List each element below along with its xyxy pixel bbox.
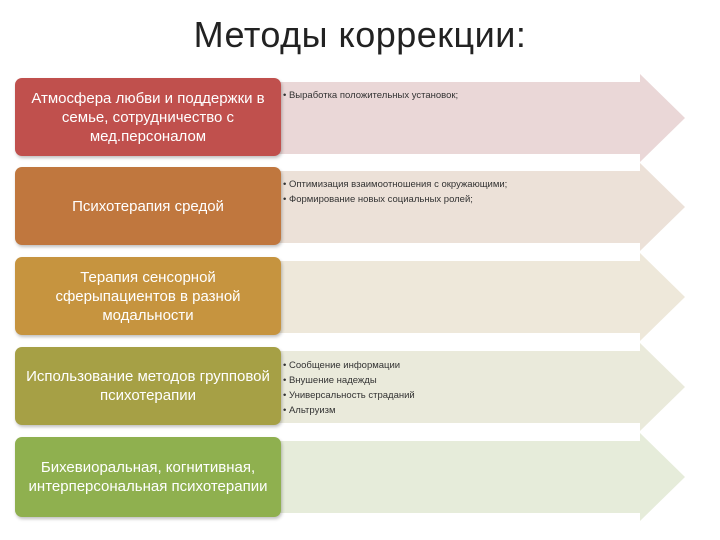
method-label: Бихевиоральная, когнитивная, интерперсональная психотерапии: [28, 459, 268, 495]
bullet-list: [283, 88, 458, 103]
method-box: [15, 78, 281, 156]
bullet-list: [283, 177, 507, 207]
method-label: Терапия сенсорной сферыпациентов в разной модальности: [55, 268, 241, 324]
bullet-item: • Оптимизация взаимоотношения с окружающими;: [283, 177, 507, 192]
bullet-item: • Сообщение информации: [283, 358, 415, 373]
method-box: [15, 257, 281, 335]
method-box: [15, 167, 281, 245]
bullet-item: • Выработка положительных установок;: [283, 88, 458, 103]
bullet-item: • Формирование новых социальных ролей;: [283, 192, 507, 207]
bullet-item: • Внушение надежды: [283, 373, 415, 388]
bullet-item: • Альтруизм: [283, 403, 415, 418]
bullet-list: [283, 358, 415, 418]
arrow-polygon: [270, 253, 685, 341]
method-label: Психотерапия средой: [72, 197, 224, 215]
arrow-shape: [270, 433, 690, 523]
method-label: Использование методов групповой психотерапии: [26, 368, 270, 404]
method-box: [15, 437, 281, 517]
method-box: [15, 347, 281, 425]
arrow-polygon: [270, 433, 685, 521]
bullet-item: • Универсальность страданий: [283, 388, 415, 403]
arrow-shape: [270, 253, 690, 343]
method-label: Атмосфера любви и поддержки в семье, сотрудничество с мед.персоналом: [31, 89, 265, 145]
page-title: Методы коррекции:: [193, 14, 527, 55]
